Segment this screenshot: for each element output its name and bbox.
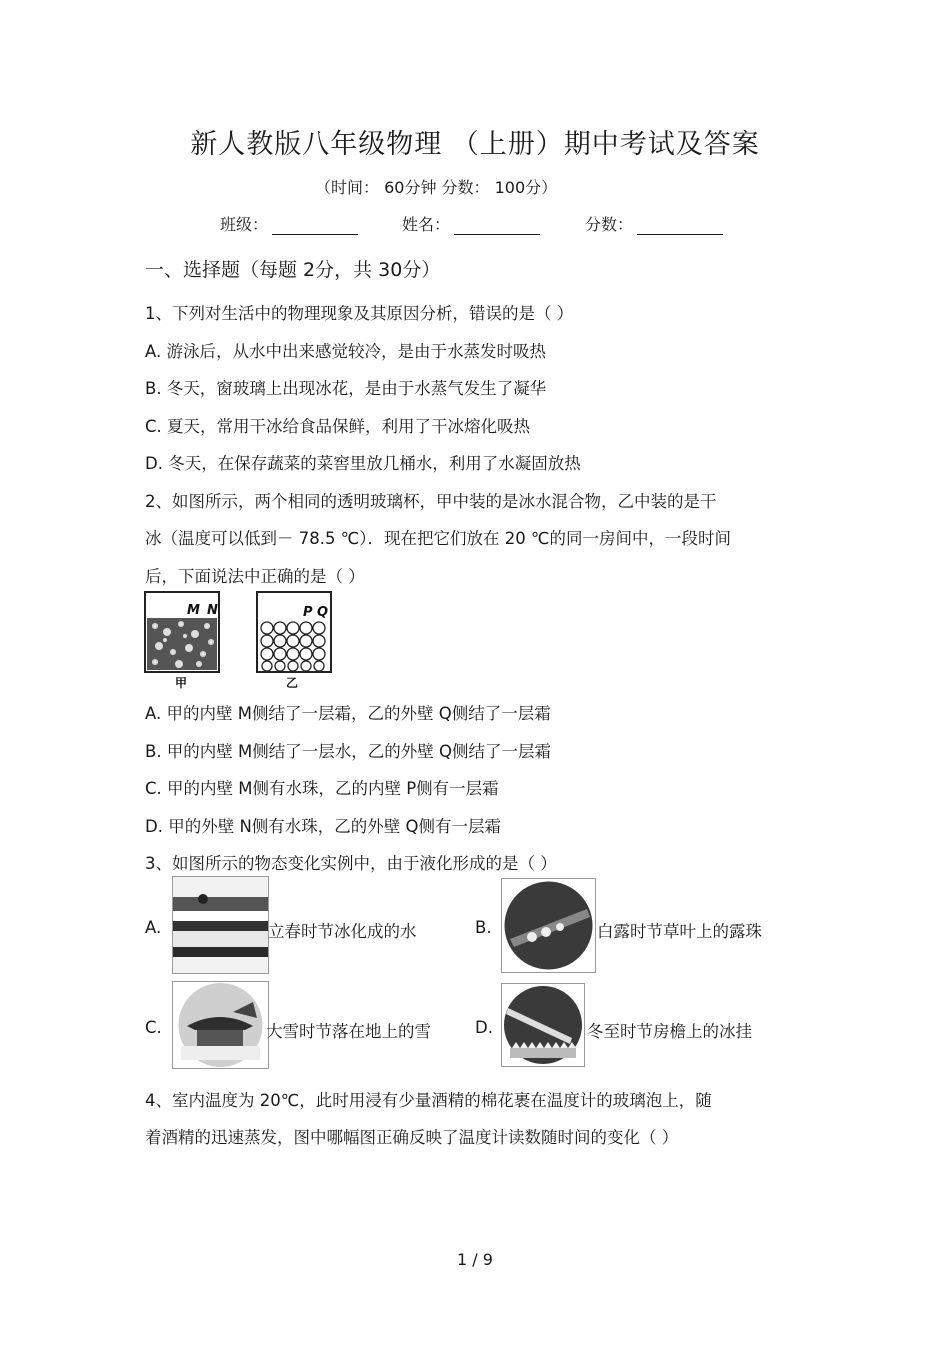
question-3-option-b-letter: B. — [475, 918, 492, 937]
question-2-option-d: D. 甲的外壁 N侧有水珠，乙的外壁 Q侧有一层霜 — [145, 817, 502, 836]
mark-p: P — [303, 605, 313, 620]
name-blank — [454, 218, 540, 235]
question-3-stem: 3、如图所示的物态变化实例中，由于液化形成的是（ ） — [145, 854, 557, 873]
class-field — [220, 212, 358, 235]
score-blank — [637, 218, 723, 235]
name-label: 姓名： — [402, 215, 451, 234]
question-3-option-d-caption: 冬至时节房檐上的冰挂 — [587, 1022, 752, 1041]
mark-n: N — [207, 603, 218, 618]
photo-ice-melting — [172, 876, 269, 974]
mark-q: Q — [317, 605, 329, 620]
question-2-figure — [143, 590, 333, 690]
page-number: 1 / 9 — [457, 1250, 493, 1269]
photo-snow-pavilion — [172, 981, 269, 1069]
photo-icicles — [501, 983, 585, 1067]
question-1-option-a: A. 游泳后，从水中出来感觉较冷，是由于水蒸发时吸热 — [145, 342, 546, 361]
question-1-option-c: C. 夏天，常用干冰给食品保鲜，利用了干冰熔化吸热 — [145, 417, 531, 436]
question-3-option-c-caption: 大雪时节落在地上的雪 — [266, 1022, 431, 1041]
name-field — [402, 212, 540, 235]
question-3-option-a-letter: A. — [145, 918, 162, 937]
exam-time-score: （时间： 60分钟 分数： 100分） — [315, 178, 558, 197]
question-2-stem-line3: 后，下面说法中正确的是（ ） — [145, 567, 365, 586]
question-3-option-a-caption: 立春时节冰化成的水 — [268, 922, 417, 941]
section-heading: 一、选择题（每题 2分，共 30分） — [145, 259, 441, 281]
question-1-stem: 1、下列对生活中的物理现象及其原因分析，错误的是（ ） — [145, 304, 574, 323]
score-field — [585, 212, 723, 235]
score-label: 分数： — [585, 215, 634, 234]
class-label: 班级： — [220, 215, 269, 234]
question-3-option-b-caption: 白露时节草叶上的露珠 — [597, 922, 762, 941]
question-4-stem-line2: 着酒精的迅速蒸发，图中哪幅图正确反映了温度计读数随时间的变化（ ） — [145, 1128, 679, 1147]
question-3-option-c-letter: C. — [145, 1018, 162, 1037]
mark-m: M — [187, 603, 200, 618]
question-1-option-b: B. 冬天，窗玻璃上出现冰花，是由于水蒸气发生了凝华 — [145, 379, 547, 398]
question-2-stem-line1: 2、如图所示，两个相同的透明玻璃杯，甲中装的是冰水混合物，乙中装的是干 — [145, 492, 717, 511]
question-1-option-d: D. 冬天，在保存蔬菜的菜窖里放几桶水，利用了水凝固放热 — [145, 454, 581, 473]
question-2-option-a: A. 甲的内壁 M侧结了一层霜，乙的外壁 Q侧结了一层霜 — [145, 704, 551, 723]
page-title: 新人教版八年级物理 （上册）期中考试及答案 — [190, 129, 760, 160]
cup-label-jia: 甲 — [175, 676, 188, 690]
class-blank — [272, 218, 358, 235]
glass-cups-illustration — [143, 590, 333, 690]
cup-label-yi: 乙 — [286, 676, 299, 690]
photo-dew-drops — [501, 878, 596, 973]
question-3-option-d-letter: D. — [475, 1018, 493, 1037]
question-2-option-c: C. 甲的内壁 M侧有水珠，乙的内壁 P侧有一层霜 — [145, 779, 499, 798]
question-4-stem-line1: 4、室内温度为 20℃，此时用浸有少量酒精的棉花裹在温度计的玻璃泡上，随 — [145, 1091, 712, 1110]
question-2-option-b: B. 甲的内壁 M侧结了一层水，乙的外壁 Q侧结了一层霜 — [145, 742, 552, 761]
question-2-stem-line2: 冰（温度可以低到－ 78.5 ℃）．现在把它们放在 20 ℃的同一房间中，一段时间 — [145, 529, 732, 548]
